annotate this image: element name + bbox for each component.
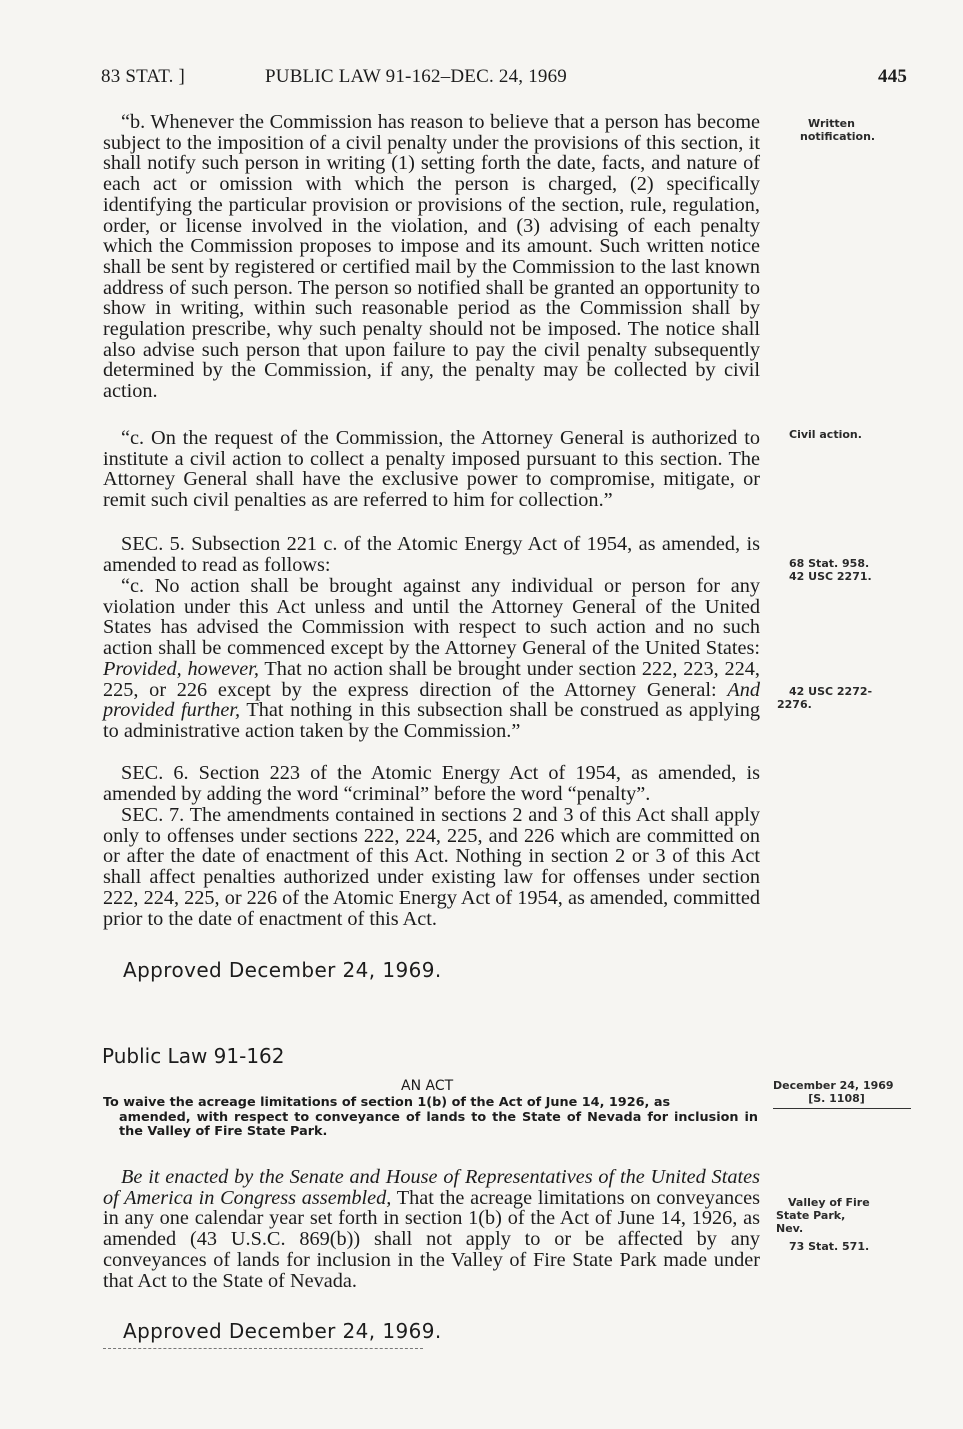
margin-rule	[773, 1108, 911, 1109]
margin-note-42-usc-2272: 42 USC 2272- 2276.	[777, 685, 873, 711]
section-5-c-part2: That no action shall be brought under section 222, 223, 224, 225, or 226 except by the express direction of the Attorney General:	[103, 657, 760, 701]
section-5-text: Subsection 221 c. of the Atomic Energy Act of 1954, as amended, is amended to read as follows:	[103, 533, 760, 576]
section-7-label: SEC. 7.	[121, 804, 185, 826]
section-5-c-proviso1: Provided, however,	[103, 657, 259, 680]
section-5-label: SEC. 5.	[121, 533, 185, 555]
an-act-heading: AN ACT	[401, 1078, 454, 1094]
act-summary-line1: To waive the acreage limitations of section 1(b) of the Act of June 14, 1926, as	[103, 1095, 671, 1110]
margin-note-december-24-1969: December 24, 1969 [S. 1108]	[773, 1079, 894, 1105]
section-b	[103, 112, 760, 402]
act-summary-line2: amended, with respect to conveyance of lands to the State of Nevada for inclusion in the Valley of Fire State Park.	[119, 1109, 758, 1139]
section-5-c-proviso2: And provided further,	[103, 678, 760, 722]
section-5	[103, 534, 760, 575]
section-7-text: The amendments contained in sections 2 and 3 of this Act shall apply only to offenses under sections 222, 224, 225, and 226 which are committed on or after the date of enactment of this Act. Nothing in section 2 or 3 of this Act shall affect penalties authorized under existing law for offenses under section 222, 224, 225, or 226 of the Atomic Energy Act of 1954, as amended, committed prior to the date of enactment of this Act.	[103, 804, 760, 930]
section-5-c	[103, 576, 760, 742]
section-6	[103, 763, 760, 804]
margin-note-civil-action: Civil action.	[789, 428, 862, 441]
enacting-text: That the acreage limitations on conveyances in any one calendar year set forth in section 1(b) of the Act of June 14, 1926, as amended (43 U.S.C. 869(b)) shall not apply to or be affected by any conveyances of lands for inclusion in the Valley of Fire State Park made under that Act to the State of Nevada.	[103, 1186, 760, 1292]
section-6-text: Section 223 of the Atomic Energy Act of 1954, as amended, is amended by adding the word “criminal” before the word “penalty”.	[103, 762, 760, 805]
act-summary	[103, 1096, 758, 1140]
margin-note-valley-of-fire: Valley of Fire State Park, Nev.	[776, 1196, 870, 1235]
margin-note-68-stat-958: 68 Stat. 958. 42 USC 2271.	[789, 557, 872, 583]
page-number: 445	[878, 66, 908, 87]
margin-note-written-notification: Written notification.	[800, 117, 876, 143]
header-volume: 83 STAT. ]	[101, 66, 186, 87]
section-c-text: “c. On the request of the Commission, the Attorney General is authorized to institute a civil action to collect a penalty imposed pursuant to this section. The Attorney General shall have the exclusive power to compromise, mitigate, or remit such civil penalties as are referred to him for collection.”	[103, 427, 760, 512]
section-7	[103, 805, 760, 929]
approved-date-2: Approved December 24, 1969.	[123, 1319, 442, 1343]
section-c	[103, 428, 760, 511]
margin-note-73-stat-571: 73 Stat. 571.	[789, 1240, 870, 1253]
enacting-formula: Be it enacted by the Senate and House of Representatives of the United States of America in Congress assembled,	[103, 1166, 760, 1209]
section-5-c-part3: That nothing in this subsection shall be construed as applying to administrative action taken by the Commission.”	[103, 699, 760, 742]
section-6-label: SEC. 6.	[121, 762, 189, 784]
enacting-clause	[103, 1167, 760, 1291]
section-b-text: “b. Whenever the Commission has reason to believe that a person has become subject to the imposition of a civil penalty under the provisions of this section, it shall notify such person in writing (1) setting forth the date, facts, and nature of each act or omission with which the person is charged, (2) specifically identifying the particular provision or provisions of the section, rule, regulation, order, or license involved in the violation, and (3) advising of each penalty which the Commission proposes to impose and its amount. Such written notice shall be sent by registered or certified mail by the Commission to the last known address of such person. The person so notified shall be granted an opportunity to show in writing, within such reasonable period as the Commission shall by regulation prescribe, why such penalty should not be imposed. The notice shall also advise such person that upon failure to pay the civil penalty subsequently determined by the Commission, if any, the penalty may be collected by civil action.	[103, 111, 760, 403]
approved-date-1: Approved December 24, 1969.	[123, 958, 442, 982]
signature-rule	[103, 1348, 423, 1350]
public-law-title: Public Law 91-162	[102, 1044, 285, 1068]
header-title: PUBLIC LAW 91-162–DEC. 24, 1969	[265, 66, 567, 87]
section-5-c-part1: “c. No action shall be brought against any individual or person for any violation under this Act unless and until the Attorney General of the United States has advised the Commission with respect to such action and no such action shall be commenced except by the Attorney General of the United States:	[103, 575, 760, 660]
